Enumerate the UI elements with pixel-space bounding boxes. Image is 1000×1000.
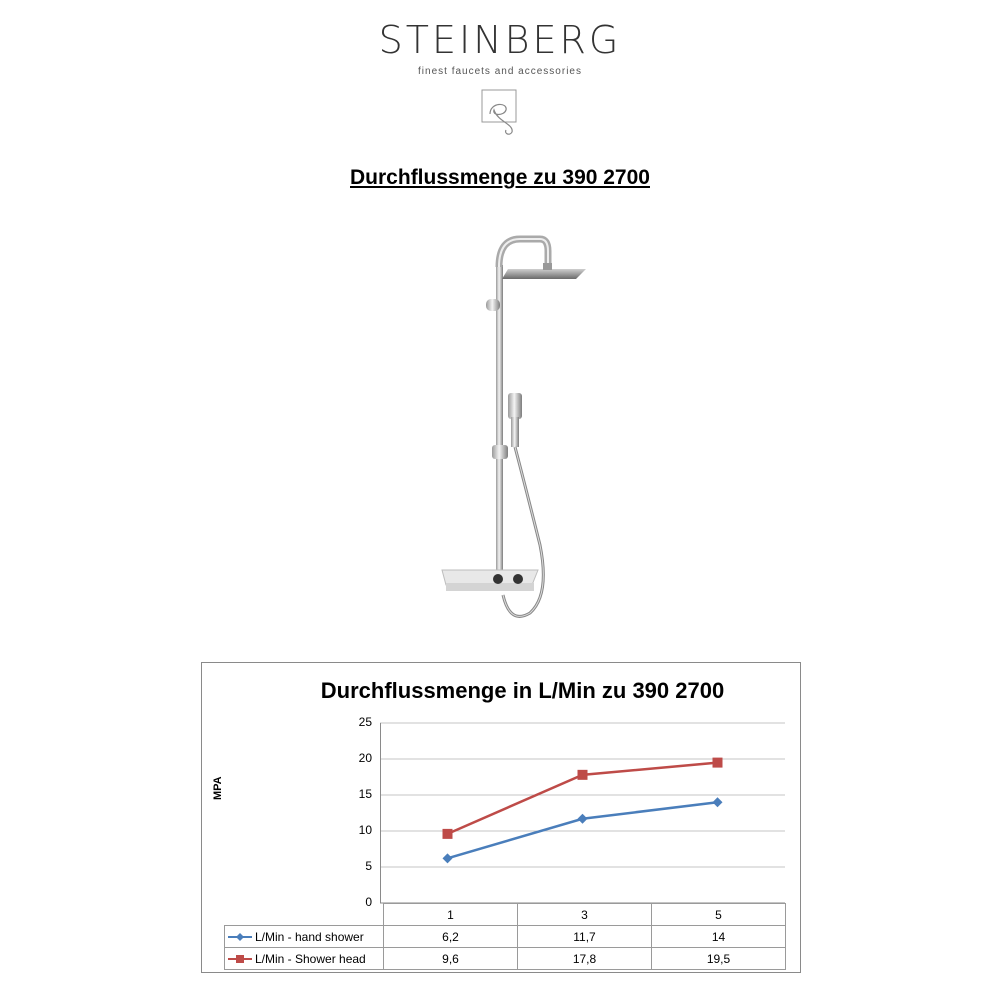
data-point xyxy=(578,770,588,780)
table-cell: 17,8 xyxy=(518,948,652,970)
data-point xyxy=(578,814,588,824)
data-point xyxy=(713,797,723,807)
data-point xyxy=(713,758,723,768)
table-cell: 14 xyxy=(652,926,786,948)
y-tick-label: 5 xyxy=(365,859,372,873)
brand-name: STEINBERG xyxy=(378,18,622,62)
table-row-hand-shower xyxy=(225,926,786,948)
category-label: 1 xyxy=(384,904,518,926)
series-line xyxy=(448,802,718,858)
chart-plot-area xyxy=(380,715,785,910)
category-label: 5 xyxy=(652,904,786,926)
shower-system-image xyxy=(390,225,610,630)
legend-entry-shower-head xyxy=(225,948,384,970)
data-point xyxy=(443,829,453,839)
legend-square-icon xyxy=(227,954,253,964)
legend-diamond-icon xyxy=(227,932,253,942)
y-axis-label: MPA xyxy=(212,776,224,800)
table-corner xyxy=(225,904,384,926)
document-title: Durchflussmenge zu 390 2700 xyxy=(350,166,650,189)
table-cell: 11,7 xyxy=(518,926,652,948)
table-header-row xyxy=(225,904,786,926)
brand-tagline: finest faucets and accessories xyxy=(418,66,582,77)
chart-data-table xyxy=(224,903,786,970)
table-cell: 6,2 xyxy=(384,926,518,948)
table-cell: 9,6 xyxy=(384,948,518,970)
brand-header xyxy=(0,18,1000,77)
legend-label: L/Min - Shower head xyxy=(255,951,366,966)
y-tick-label: 20 xyxy=(358,751,372,765)
y-tick-label: 15 xyxy=(358,787,372,801)
y-tick-label: 25 xyxy=(358,715,372,729)
brand-logo-icon xyxy=(480,88,520,138)
category-label: 3 xyxy=(518,904,652,926)
table-cell: 19,5 xyxy=(652,948,786,970)
chart-title: Durchflussmenge in L/Min zu 390 2700 xyxy=(320,678,725,703)
data-point xyxy=(443,853,453,863)
y-tick-label: 10 xyxy=(358,823,372,837)
table-row-shower-head xyxy=(225,948,786,970)
legend-entry-hand-shower xyxy=(225,926,384,948)
legend-label: L/Min - hand shower xyxy=(255,929,364,944)
y-tick-label: 0 xyxy=(365,895,372,909)
